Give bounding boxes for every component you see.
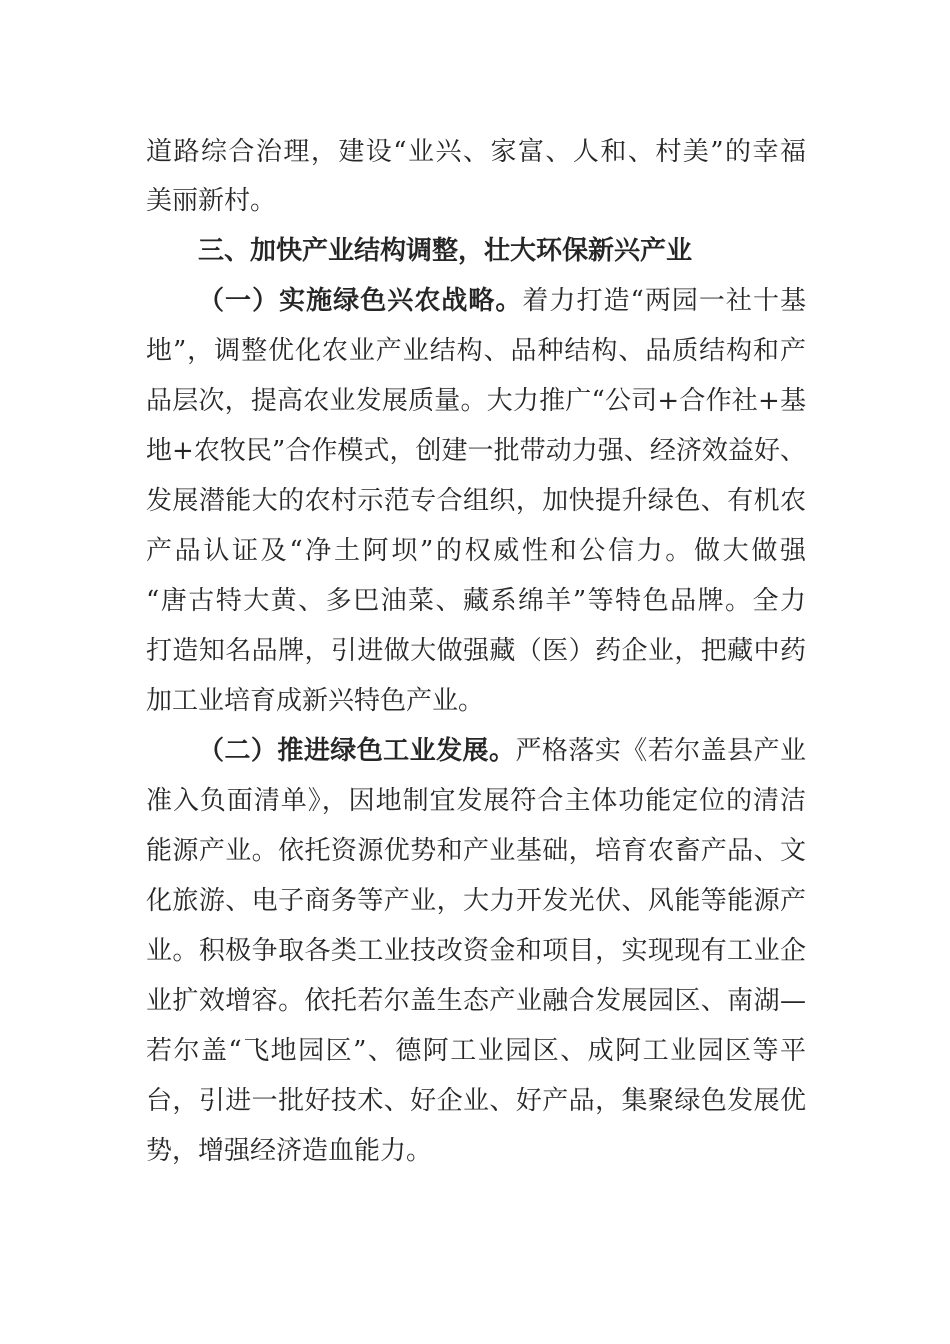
text-line: 发展潜能大的农村示范专合组织，加快提升绿色、有机农 bbox=[146, 486, 806, 516]
text-line: 业扩效增容。依托若尔盖生态产业融合发展园区、南湖— bbox=[146, 986, 806, 1016]
paragraph-first-line bbox=[198, 281, 806, 321]
paragraph-text: 严格落实《若尔盖县产业 bbox=[515, 736, 806, 766]
text-line: 美丽新村。 bbox=[146, 186, 277, 216]
text-line: 地+农牧民”合作模式，创建一批带动力强、经济效益好、 bbox=[146, 436, 806, 466]
text-line: 业。积极争取各类工业技改资金和项目，实现现有工业企 bbox=[146, 936, 806, 966]
text-line: 道路综合治理，建设“业兴、家富、人和、村美”的幸福 bbox=[146, 137, 806, 167]
text-line: 势，增强经济造血能力。 bbox=[146, 1136, 433, 1166]
paragraph-lead: （二）推进绿色工业发展。 bbox=[198, 736, 516, 766]
paragraph-lead: （一）实施绿色兴农战略。 bbox=[198, 286, 523, 316]
text-line: 打造知名品牌，引进做大做强藏（医）药企业，把藏中药 bbox=[146, 636, 806, 666]
paragraph-first-line bbox=[198, 731, 806, 771]
text-line: 加工业培育成新兴特色产业。 bbox=[146, 686, 485, 716]
text-line: 产品认证及“净土阿坝”的权威性和公信力。做大做强 bbox=[146, 536, 806, 566]
text-line: 地”，调整优化农业产业结构、品种结构、品质结构和产 bbox=[146, 336, 806, 366]
text-line: 台，引进一批好技术、好企业、好产品，集聚绿色发展优 bbox=[146, 1086, 806, 1116]
text-line: 若尔盖“飞地园区”、德阿工业园区、成阿工业园区等平 bbox=[146, 1036, 806, 1066]
section-heading: 三、加快产业结构调整，壮大环保新兴产业 bbox=[198, 236, 693, 266]
text-line: “唐古特大黄、多巴油菜、藏系绵羊”等特色品牌。全力 bbox=[146, 586, 806, 616]
text-line: 化旅游、电子商务等产业，大力开发光伏、风能等能源产 bbox=[146, 886, 806, 916]
paragraph-text: 着力打造“两园一社十基 bbox=[522, 286, 806, 316]
text-line: 品层次，提高农业发展质量。大力推广“公司+合作社+基 bbox=[146, 386, 806, 416]
text-line: 能源产业。依托资源优势和产业基础，培育农畜产品、文 bbox=[146, 836, 806, 866]
text-line: 准入负面清单》，因地制宜发展符合主体功能定位的清洁 bbox=[146, 786, 806, 816]
